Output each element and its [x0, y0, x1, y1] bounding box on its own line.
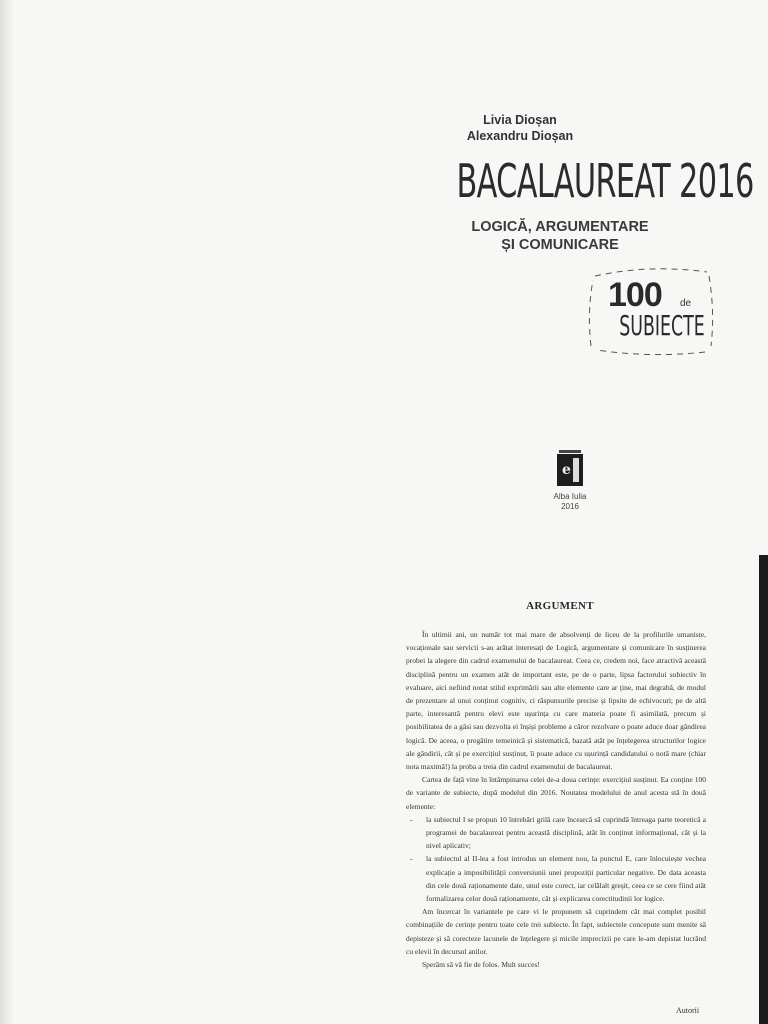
- bullet-dash-icon: -: [410, 854, 413, 864]
- badge-de: de: [680, 298, 692, 309]
- publisher-logo-icon: [557, 450, 583, 486]
- list-item: [406, 813, 706, 853]
- badge-number: 100: [608, 276, 662, 314]
- book-title: BACALAUREAT 2016: [456, 154, 754, 208]
- argument-body: [406, 628, 706, 971]
- paragraph: Cartea de față vine în întâmpinarea celei de-a doua cerințe: exercițiul susținut. Ea conține 100 de variante de subiecte, după modelul din 2016. Noutatea modelului de anul acesta stă în două elemente:: [406, 775, 706, 811]
- publication-year: 2016: [561, 502, 579, 511]
- scan-edge-bar: [759, 555, 768, 1024]
- author-name: Alexandru Dioșan: [466, 129, 574, 143]
- city-name: Alba Iulia: [553, 492, 587, 501]
- paragraph: Sperăm să vă fie de folos. Mult succes!: [422, 960, 540, 970]
- list-item-text: la subiectul al II-lea a fost introdus un element nou, la punctul E, care înlocuiește vechea explicație a imposibilității conversiunii unei propoziții particular negative. De data aceasta din cele două raționamente date, unul este corect, iar celălalt greșit, ceea ce se cere fiind atât formalizarea celor două raționamente, cât și explicarea corectitudinii lor logice.: [426, 854, 706, 904]
- book-subtitle: [440, 218, 680, 254]
- page-fold-shadow: [0, 0, 14, 1024]
- publication-place: [530, 492, 610, 512]
- list-item-text: la subiectul I se propun 10 întrebări grilă care încearcă să cuprindă întreaga parte teoretică a programei de bacalaureat pentru această disciplină, atât în conținut informațional, cât și la nivel aplicativ;: [426, 814, 706, 851]
- svg-text:e: e: [562, 462, 571, 478]
- paragraph: În ultimii ani, un număr tot mai mare de absolvenți de liceu de la profilurile umaniste, vocaționale sau servicii s-au arătat interesați de Logică, argumentare și comunicare în susținerea probei la alegere din cadrul examenului de bacalaureat. Ceea ce, credem noi, face atractivă această disciplină pentru un examen atât de important este, pe de o parte, lipsa factorului subiectiv în evaluare, aici nefiind notat stilul exprimării sau alte elemente care ar ține, mai degrabă, de modul de prezentare al unui conținut cognitiv, ci răspunsurile precise și lipsite de echivocuri; pe de altă parte, interesantă pentru elevi este ușurința cu care materia poate fi asimilată, precum și posibilitatea de a găsi sau dezvolta ei înșiși probleme a căror rezolvare o poate aduce doar gândirea logică. De aceea, o pregătire temeinică și sistematică, bazată atât pe înțelegerea structurilor logice ale gândirii, cât și pe exercițiul susținut, îi poate aduce cu ușurință candidatului o notă mare (chiar nota maximă!) la proba a treia din cadrul examenului de bacalaureat.: [406, 630, 706, 772]
- bullet-dash-icon: -: [410, 814, 413, 824]
- argument-heading: ARGUMENT: [526, 600, 594, 612]
- paragraph: Am încercat în variantele pe care vi le propunem să cuprindem cât mai complet posibil combinațiile de cerințe pentru toate cele trei subiecte. În fapt, subiectele concepute sunt menite să depisteze și să corecteze lacunele de înțelegere și micile imprecizii pe care le-am depistat lucrând cu elevii în decursul anilor.: [406, 907, 706, 956]
- subtitle-line: LOGICĂ, ARGUMENTARE: [471, 219, 649, 235]
- author-name: Livia Dioșan: [483, 113, 557, 127]
- badge-word: SUBIECTE: [619, 309, 705, 342]
- authors: [420, 112, 620, 144]
- signature: Autorii: [676, 1006, 700, 1015]
- list-item: [406, 852, 706, 905]
- subtitle-line: ȘI COMUNICARE: [501, 237, 619, 253]
